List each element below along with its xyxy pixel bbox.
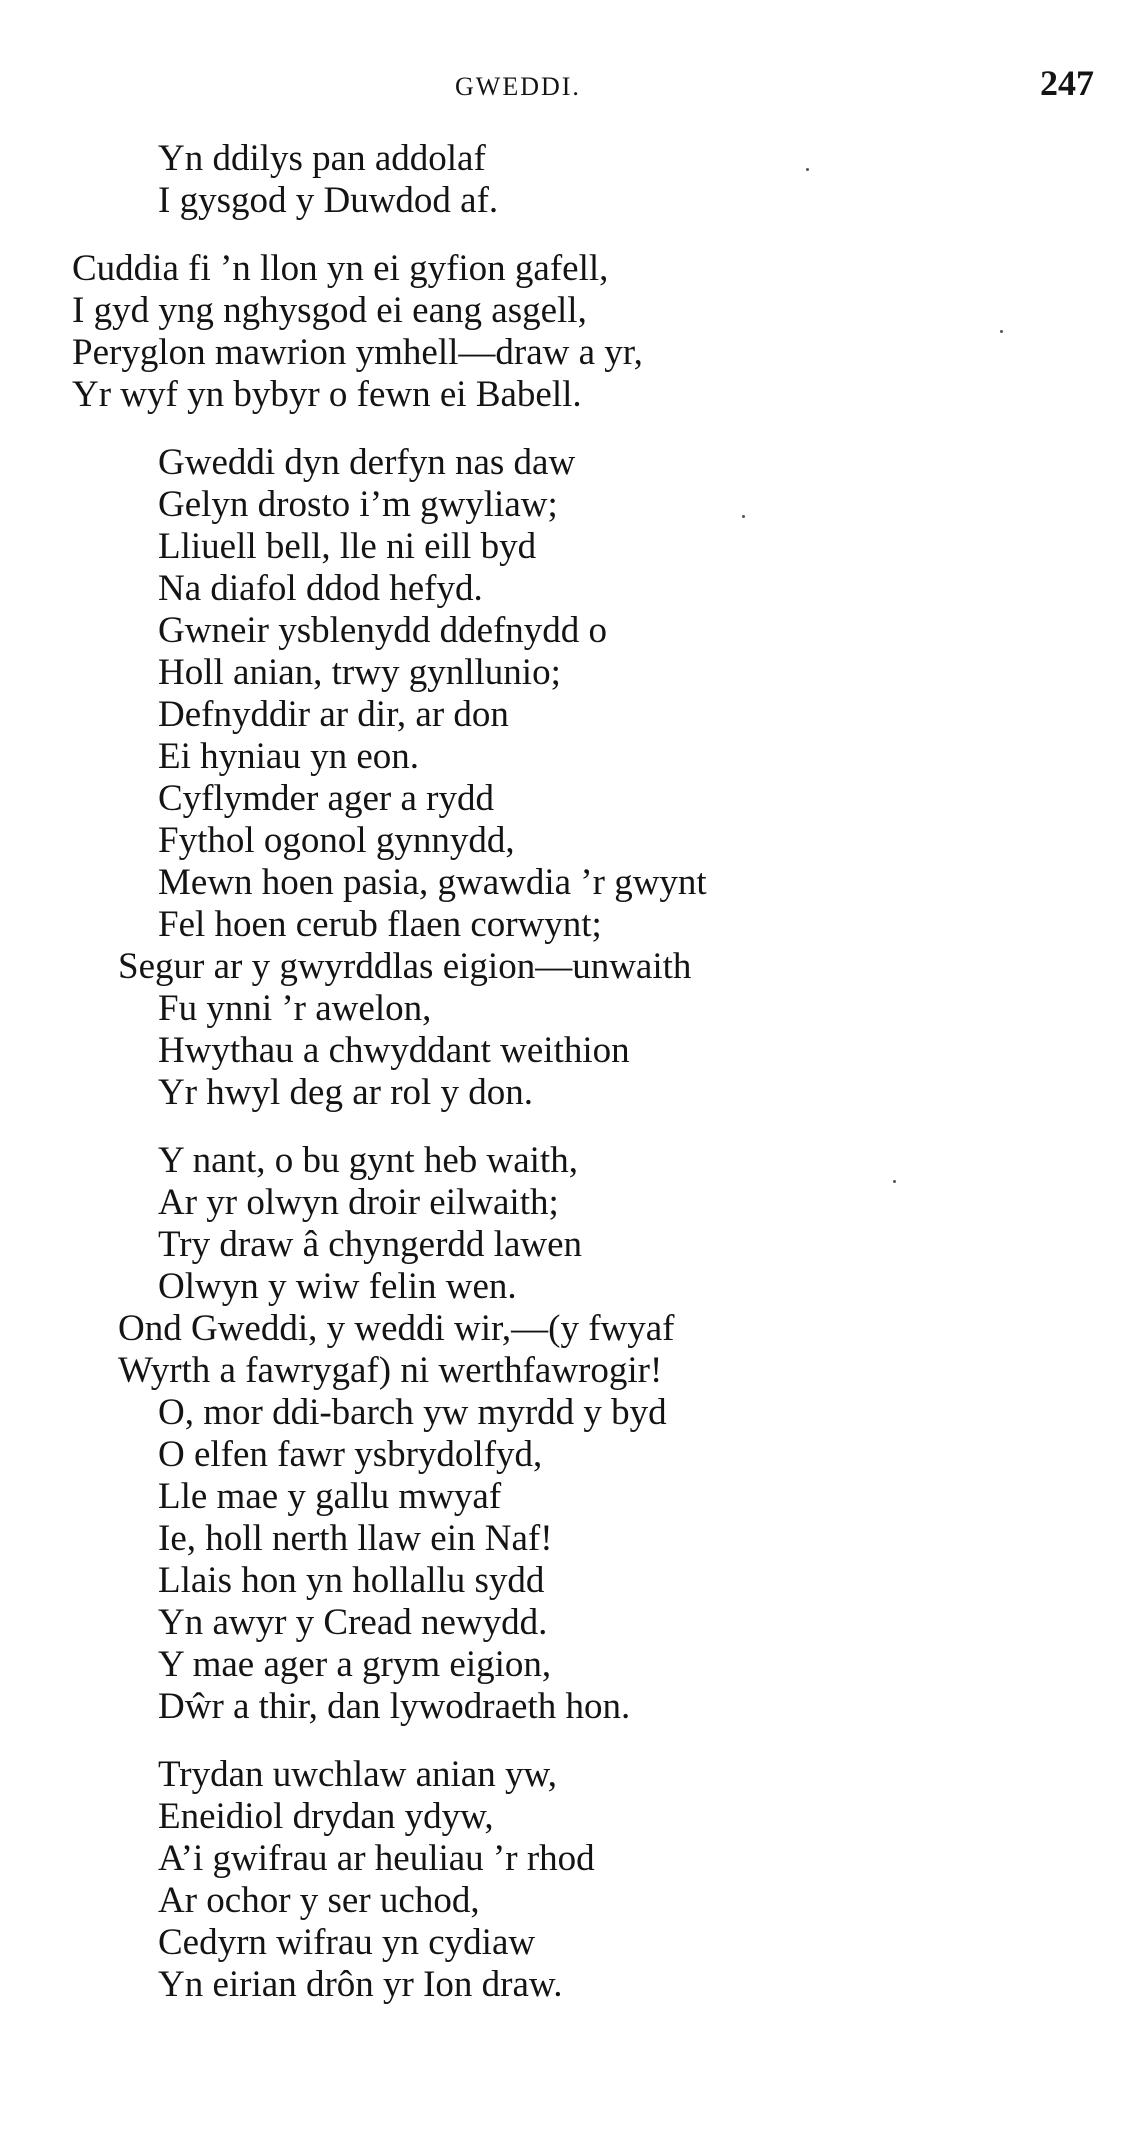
poem-line: Llais hon yn hollallu sydd xyxy=(158,1560,545,1601)
poem-line: Lle mae y gallu mwyaf xyxy=(158,1476,502,1517)
poem-line: Ar yr olwyn droir eilwaith; xyxy=(158,1182,559,1223)
poem-line: Fu ynni ’r awelon, xyxy=(158,988,432,1029)
poem-line: Holl anian, trwy gynllunio; xyxy=(158,652,561,693)
poem-line: Yn awyr y Cread newydd. xyxy=(158,1602,548,1643)
poem-line: Try draw â chyngerdd lawen xyxy=(158,1224,583,1265)
poem xyxy=(0,138,1137,2032)
poem-line: O, mor ddi-barch yw myrdd y byd xyxy=(158,1392,667,1433)
poem-line: Mewn hoen pasia, gwawdia ’r gwynt xyxy=(158,862,707,903)
poem-line: Defnyddir ar dir, ar don xyxy=(158,694,509,735)
running-head xyxy=(0,62,1137,112)
poem-line: I gysgod y Duwdod af. xyxy=(158,180,499,221)
print-speck xyxy=(806,168,809,171)
poem-line: Cyflymder ager a rydd xyxy=(158,778,494,819)
poem-line: Yn ddilys pan addolaf xyxy=(158,138,486,179)
poem-line: Segur ar y gwyrddlas eigion—unwaith xyxy=(118,946,692,987)
stanza xyxy=(0,1754,1137,2006)
poem-line: O elfen fawr ysbrydolfyd, xyxy=(158,1434,543,1475)
stanza xyxy=(0,1140,1137,1728)
poem-line: Ei hyniau yn eon. xyxy=(158,736,420,777)
poem-line: Eneidiol drydan ydyw, xyxy=(158,1796,494,1837)
poem-line: A’i gwifrau ar heuliau ’r rhod xyxy=(158,1838,595,1879)
stanza xyxy=(0,442,1137,1114)
print-speck xyxy=(893,1180,896,1183)
poem-line: Y mae ager a grym eigion, xyxy=(158,1644,552,1685)
poem-line: Gweddi dyn derfyn nas daw xyxy=(158,442,576,483)
poem-line: Gwneir ysblenydd ddefnydd o xyxy=(158,610,608,651)
poem-line: Olwyn y wiw felin wen. xyxy=(158,1266,517,1307)
poem-line: Yr wyf yn bybyr o fewn ei Babell. xyxy=(72,374,582,415)
poem-line: Peryglon mawrion ymhell—draw a yr, xyxy=(72,332,643,373)
poem-line: Ond Gweddi, y weddi wir,—(y fwyaf xyxy=(118,1308,675,1349)
poem-line: Yn eirian drôn yr Ion draw. xyxy=(158,1964,563,2005)
print-speck xyxy=(742,515,745,518)
poem-line: Hwythau a chwyddant weithion xyxy=(158,1030,630,1071)
print-speck xyxy=(1000,330,1003,333)
running-title: GWEDDI. xyxy=(455,72,581,101)
poem-line: Cedyrn wifrau yn cydiaw xyxy=(158,1922,536,1963)
poem-line: Ar ochor y ser uchod, xyxy=(158,1880,480,1921)
stanza xyxy=(0,138,1137,222)
poem-line: Wyrth a fawrygaf) ni werthfawrogir! xyxy=(118,1350,663,1391)
poem-line: Fythol ogonol gynnydd, xyxy=(158,820,515,861)
page-number: 247 xyxy=(1040,63,1094,103)
poem-line: Lliuell bell, lle ni eill byd xyxy=(158,526,537,567)
poem-line: Cuddia fi ’n llon yn ei gyfion gafell, xyxy=(72,248,609,289)
poem-line: Y nant, o bu gynt heb waith, xyxy=(158,1140,578,1181)
poem-line: Yr hwyl deg ar rol y don. xyxy=(158,1072,534,1113)
poem-line: I gyd yng nghysgod ei eang asgell, xyxy=(72,290,587,331)
stanza xyxy=(0,248,1137,416)
poem-line: Trydan uwchlaw anian yw, xyxy=(158,1754,558,1795)
poem-line: Dŵr a thir, dan lywodraeth hon. xyxy=(158,1686,631,1727)
poem-line: Na diafol ddod hefyd. xyxy=(158,568,483,609)
poem-line: Fel hoen cerub flaen corwynt; xyxy=(158,904,602,945)
poem-line: Gelyn drosto i’m gwyliaw; xyxy=(158,484,558,525)
poem-line: Ie, holl nerth llaw ein Naf! xyxy=(158,1518,553,1559)
